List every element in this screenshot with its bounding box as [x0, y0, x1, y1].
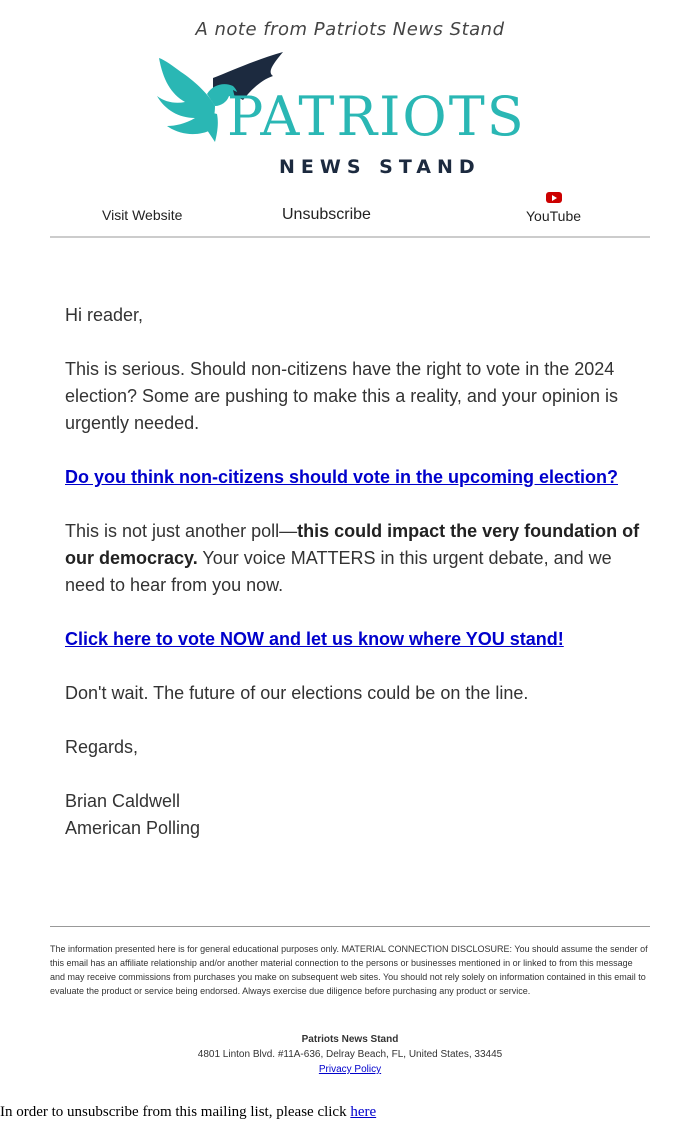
email-body: [65, 302, 645, 842]
urgency-text-end: Your voice MATTERS in this urgent debate, and we need to hear from you now.: [65, 548, 612, 595]
greeting: Hi reader,: [65, 305, 144, 325]
logo-subtitle: NEWS STAND: [279, 156, 481, 178]
youtube-icon[interactable]: [546, 192, 562, 203]
privacy-policy-link[interactable]: Privacy Policy: [318, 1064, 382, 1075]
unsubscribe-notice: [0, 1104, 376, 1121]
urgency-text-start: This is not just another poll—: [65, 521, 298, 541]
brand-logo[interactable]: [155, 50, 555, 186]
unsubscribe-here-link[interactable]: here: [350, 1104, 377, 1120]
footer-divider: [50, 926, 650, 927]
signature: [65, 788, 645, 842]
visit-website-link[interactable]: Visit Website: [102, 207, 183, 223]
vote-link-paragraph: [65, 626, 645, 653]
poll-link-paragraph: [65, 464, 645, 491]
intro-paragraph: This is serious. Should non-citizens have the right to vote in the 2024 election? Some are pushing to make this a reality, and your opinion is urgently needed.: [65, 359, 618, 433]
urgency-bold-text: this could impact the very foundation of our democracy.: [65, 521, 640, 568]
poll-link[interactable]: Do you think non-citizens should vote in the upcoming election?: [65, 467, 619, 487]
sender-address-block: [50, 1032, 650, 1077]
unsubscribe-link[interactable]: Unsubscribe: [282, 206, 371, 223]
urgency-paragraph: [65, 518, 645, 599]
closing-paragraph: Don't wait. The future of our elections could be on the line.: [65, 683, 529, 703]
disclaimer-text: The information presented here is for general educational purposes only. MATERIAL CONNECTION DISCLOSURE: You should assume the sender of this email has an affiliate relationship and/or another material connection to the persons or businesses mentioned in or linked to from this message and may receive commissions from purchases you make on subsequent web sites. You should not rely solely on information contained in this email to evaluate the product or service being endorsed. Always exercise due diligence before purchasing any product or service.: [50, 944, 648, 996]
unsubscribe-notice-text: In order to unsubscribe from this mailing list, please click: [0, 1104, 351, 1120]
header-nav: [50, 190, 650, 238]
logo-wordmark: PATRIOTS: [227, 85, 526, 148]
signer-org: American Polling: [65, 818, 201, 838]
youtube-link[interactable]: YouTube: [526, 208, 582, 224]
company-address: 4801 Linton Blvd. #11A-636, Delray Beach, FL, United States, 33445: [197, 1049, 503, 1060]
vote-now-link[interactable]: Click here to vote NOW and let us know where YOU stand!: [65, 629, 564, 649]
company-name: Patriots News Stand: [301, 1034, 399, 1045]
signer-name: Brian Caldwell: [65, 791, 181, 811]
regards: Regards,: [65, 737, 139, 757]
email-tagline: A note from Patriots News Stand: [195, 19, 505, 40]
